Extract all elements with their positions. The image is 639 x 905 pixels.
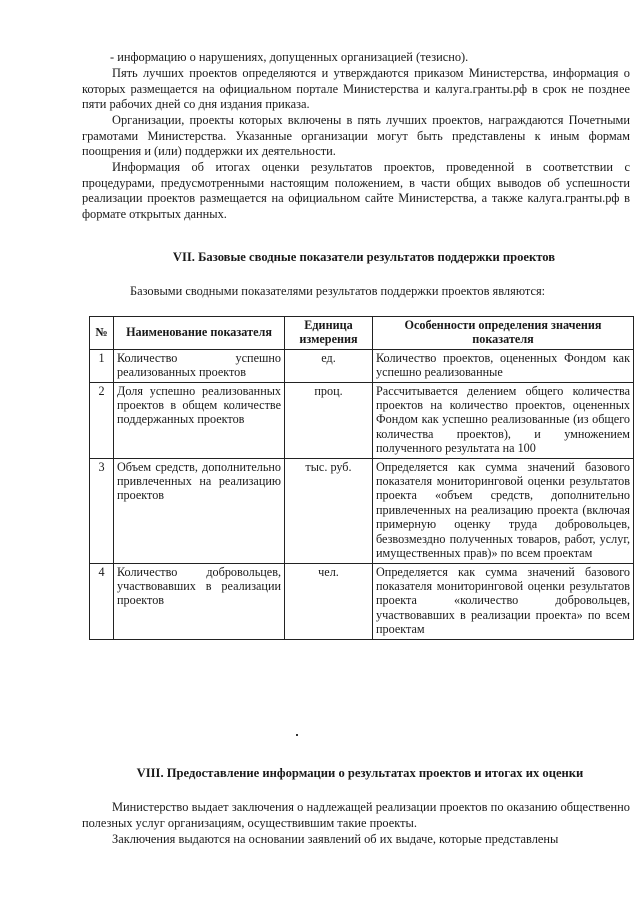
row-name: Количество успешно реализованных проектов bbox=[114, 349, 285, 382]
paragraph-conclusions-basis: Заключения выдаются на основании заявлений об их выдаче, которые представлены bbox=[112, 832, 559, 846]
section-7-intro: Базовыми сводными показателями результатов поддержки проектов являются: bbox=[130, 284, 546, 298]
table-row bbox=[90, 458, 634, 563]
stray-mark bbox=[296, 734, 298, 736]
row-desc: Определяется как сумма значений базового показателя мониторинговой оценки результатов проекта «количество добровольцев, участвовавших в реализации проекта» по всем проектам bbox=[373, 563, 634, 639]
row-number: 1 bbox=[90, 349, 114, 382]
row-unit: проц. bbox=[285, 382, 373, 458]
row-unit: тыс. руб. bbox=[285, 458, 373, 563]
header-name: Наименование показателя bbox=[114, 317, 285, 350]
header-number: № bbox=[90, 317, 114, 350]
table-row bbox=[90, 382, 634, 458]
row-number: 4 bbox=[90, 563, 114, 639]
paragraph-violations: - информацию о нарушениях, допущенных организацией (тезисно). bbox=[110, 50, 469, 64]
section-7-title: VII. Базовые сводные показатели результатов поддержки проектов bbox=[172, 250, 556, 264]
table-row bbox=[90, 349, 634, 382]
row-desc: Определяется как сумма значений базового показателя мониторинговой оценки результатов проекта «объем средств, дополнительно привлеченных на реализацию проекта (включая примерную оценку труда добровольцев, безвозмездно полученных товаров, работ, услуг, имущественных прав)» по всем проектам bbox=[373, 458, 634, 563]
paragraph-conclusions: Министерство выдает заключения о надлежащей реализации проектов по оказанию общественно полезных услуг организациям, осуществившим такие проекты. bbox=[82, 800, 630, 830]
paragraph-awards: Организации, проекты которых включены в пять лучших проектов, награждаются Почетными грамотами Министерства. Указанные организации могут быть представлены к иным формам поощрения и (или) поддержки их деятельности. bbox=[82, 113, 630, 159]
row-name: Количество добровольцев, участвовавших в реализации проектов bbox=[114, 563, 285, 639]
table-header-row bbox=[90, 317, 634, 350]
row-unit: ед. bbox=[285, 349, 373, 382]
row-name: Объем средств, дополнительно привлеченных на реализацию проектов bbox=[114, 458, 285, 563]
header-unit: Единица измерения bbox=[285, 317, 373, 350]
row-desc: Количество проектов, оцененных Фондом как успешно реализованные bbox=[373, 349, 634, 382]
table-row bbox=[90, 563, 634, 639]
row-number: 3 bbox=[90, 458, 114, 563]
paragraph-results-info: Информация об итогах оценки результатов проектов, проведенной в соответствии с процедурами, предусмотренными настоящим положением, в части общих выводов об успешности реализации проектов размещается на официальном сайте Министерства, а также калуга.гранты.рф в формате открытых данных. bbox=[82, 160, 630, 221]
header-details: Особенности определения значения показателя bbox=[373, 317, 634, 350]
row-name: Доля успешно реализованных проектов в общем количестве поддержанных проектов bbox=[114, 382, 285, 458]
row-number: 2 bbox=[90, 382, 114, 458]
row-desc: Рассчитывается делением общего количества проектов на количество проектов, оцененных Фондом как успешно реализованные (из общего количества проектов), и умножением полученного результата на 100 bbox=[373, 382, 634, 458]
row-unit: чел. bbox=[285, 563, 373, 639]
section-8-title: VIII. Предоставление информации о результатах проектов и итогах их оценки bbox=[136, 766, 584, 780]
indicators-table bbox=[89, 316, 634, 640]
paragraph-top-five: Пять лучших проектов определяются и утверждаются приказом Министерства, информация о которых размещается на официальном портале Министерства и калуга.гранты.рф в срок не позднее пяти рабочих дней со дня издания приказа. bbox=[82, 66, 630, 112]
